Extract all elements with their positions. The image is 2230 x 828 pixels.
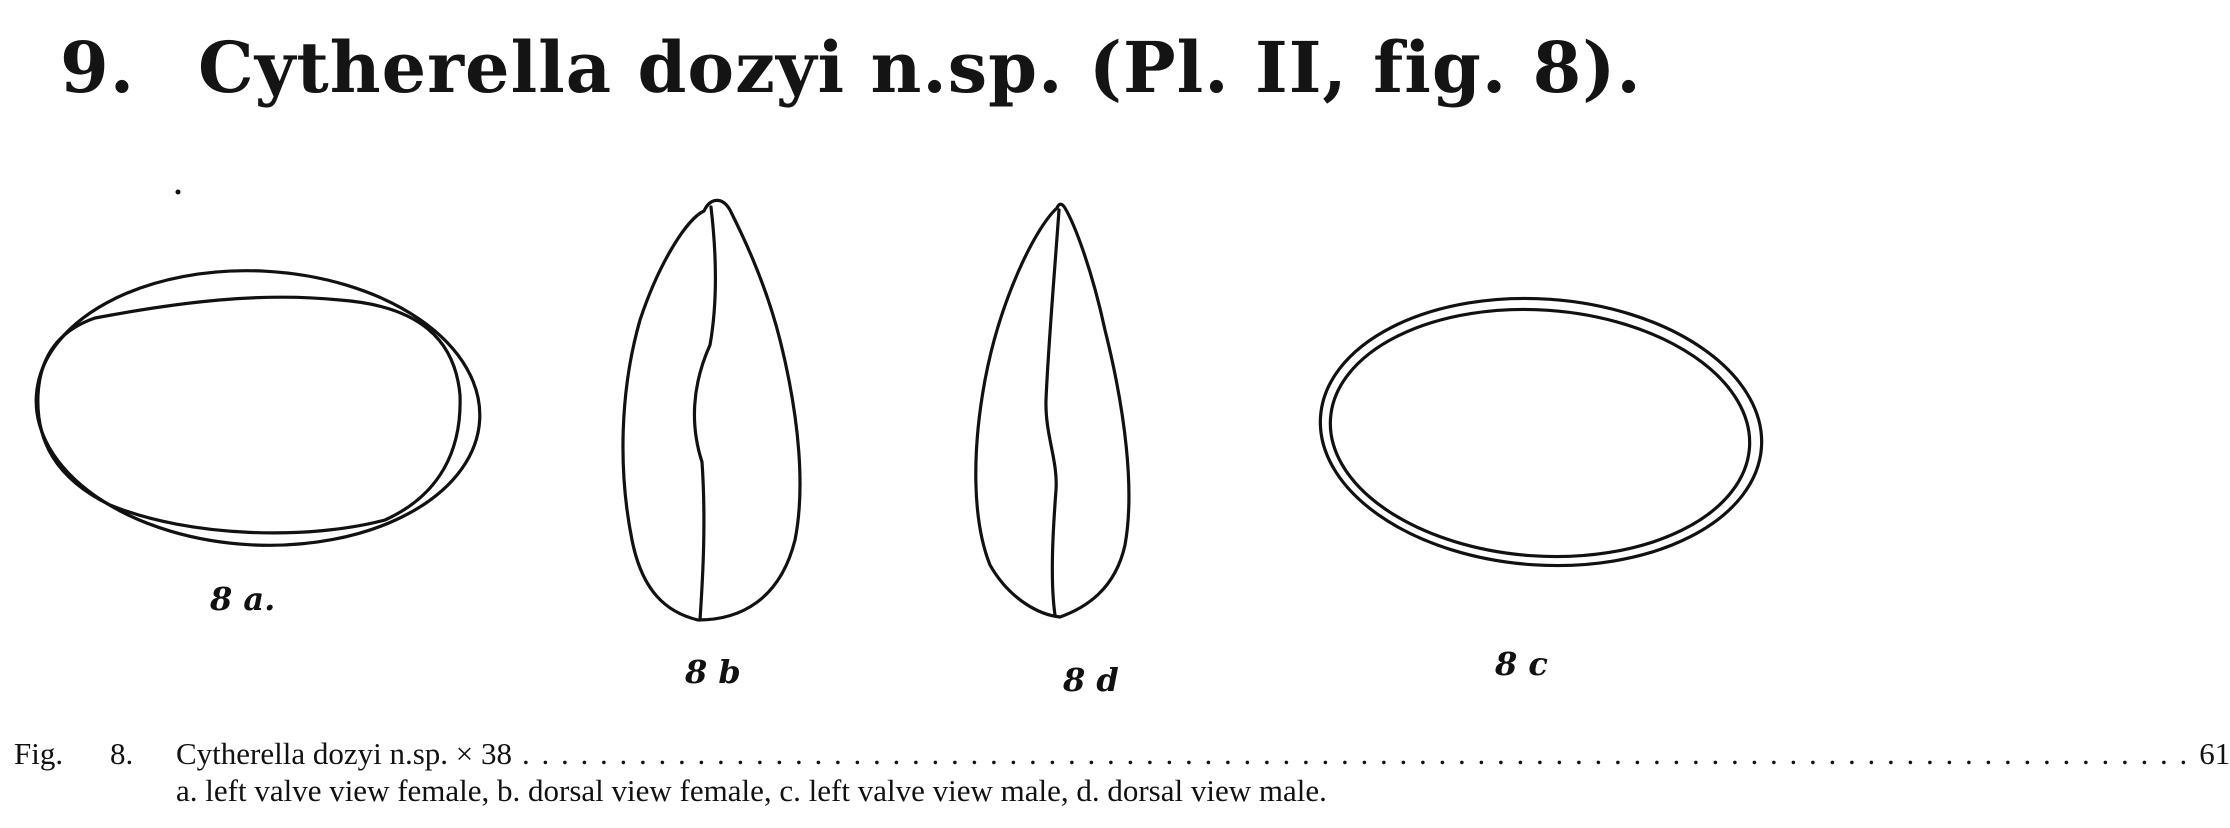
specimen-8b-dorsal-line: [694, 207, 715, 620]
caption-title: Cytherella dozyi n.sp. × 38: [176, 736, 513, 771]
specimen-8a-outer-outline: [29, 260, 487, 557]
label-8a: 8 a.: [210, 580, 276, 618]
printing-speck: [176, 190, 181, 195]
label-8b: 8 b: [685, 653, 741, 691]
specimen-8b-drawing: [623, 200, 800, 620]
specimen-8c-outer-outline: [1311, 284, 1770, 580]
label-8d: 8 d: [1063, 661, 1119, 699]
figure-caption: [14, 735, 2230, 809]
caption-leader-dots: . . . . . . . . . . . . . . . . . . . . . . . . . . . . . . . . . . . . . . . . . . . . . . . . . . . . . . . . . . . . . . . . . . . . . . . . . . . . . . . . . . . . . .: [522, 736, 2190, 771]
specimen-8b-outline: [623, 200, 800, 620]
section-number: 9.: [60, 26, 136, 109]
label-8c: 8 c: [1495, 645, 1548, 683]
specimen-8c-drawing: [1311, 284, 1770, 580]
section-title: Cytherella dozyi n.sp. (Pl. II, fig. 8).: [198, 26, 1642, 109]
specimen-8a-inner-outline: [38, 297, 460, 533]
specimen-8c-inner-outline: [1322, 296, 1758, 571]
caption-description: a. left valve view female, b. dorsal view female, c. left valve view male, d. dorsal view male.: [176, 773, 1327, 808]
specimen-8d-drawing: [976, 204, 1129, 617]
caption-title-row: [14, 735, 2230, 772]
specimen-8a-drawing: [29, 260, 487, 557]
caption-page-number: 61: [2199, 736, 2230, 771]
caption-fig-word: Fig.: [14, 736, 64, 771]
caption-fig-number: 8.: [110, 736, 134, 771]
specimen-8d-dorsal-line: [1046, 210, 1059, 615]
